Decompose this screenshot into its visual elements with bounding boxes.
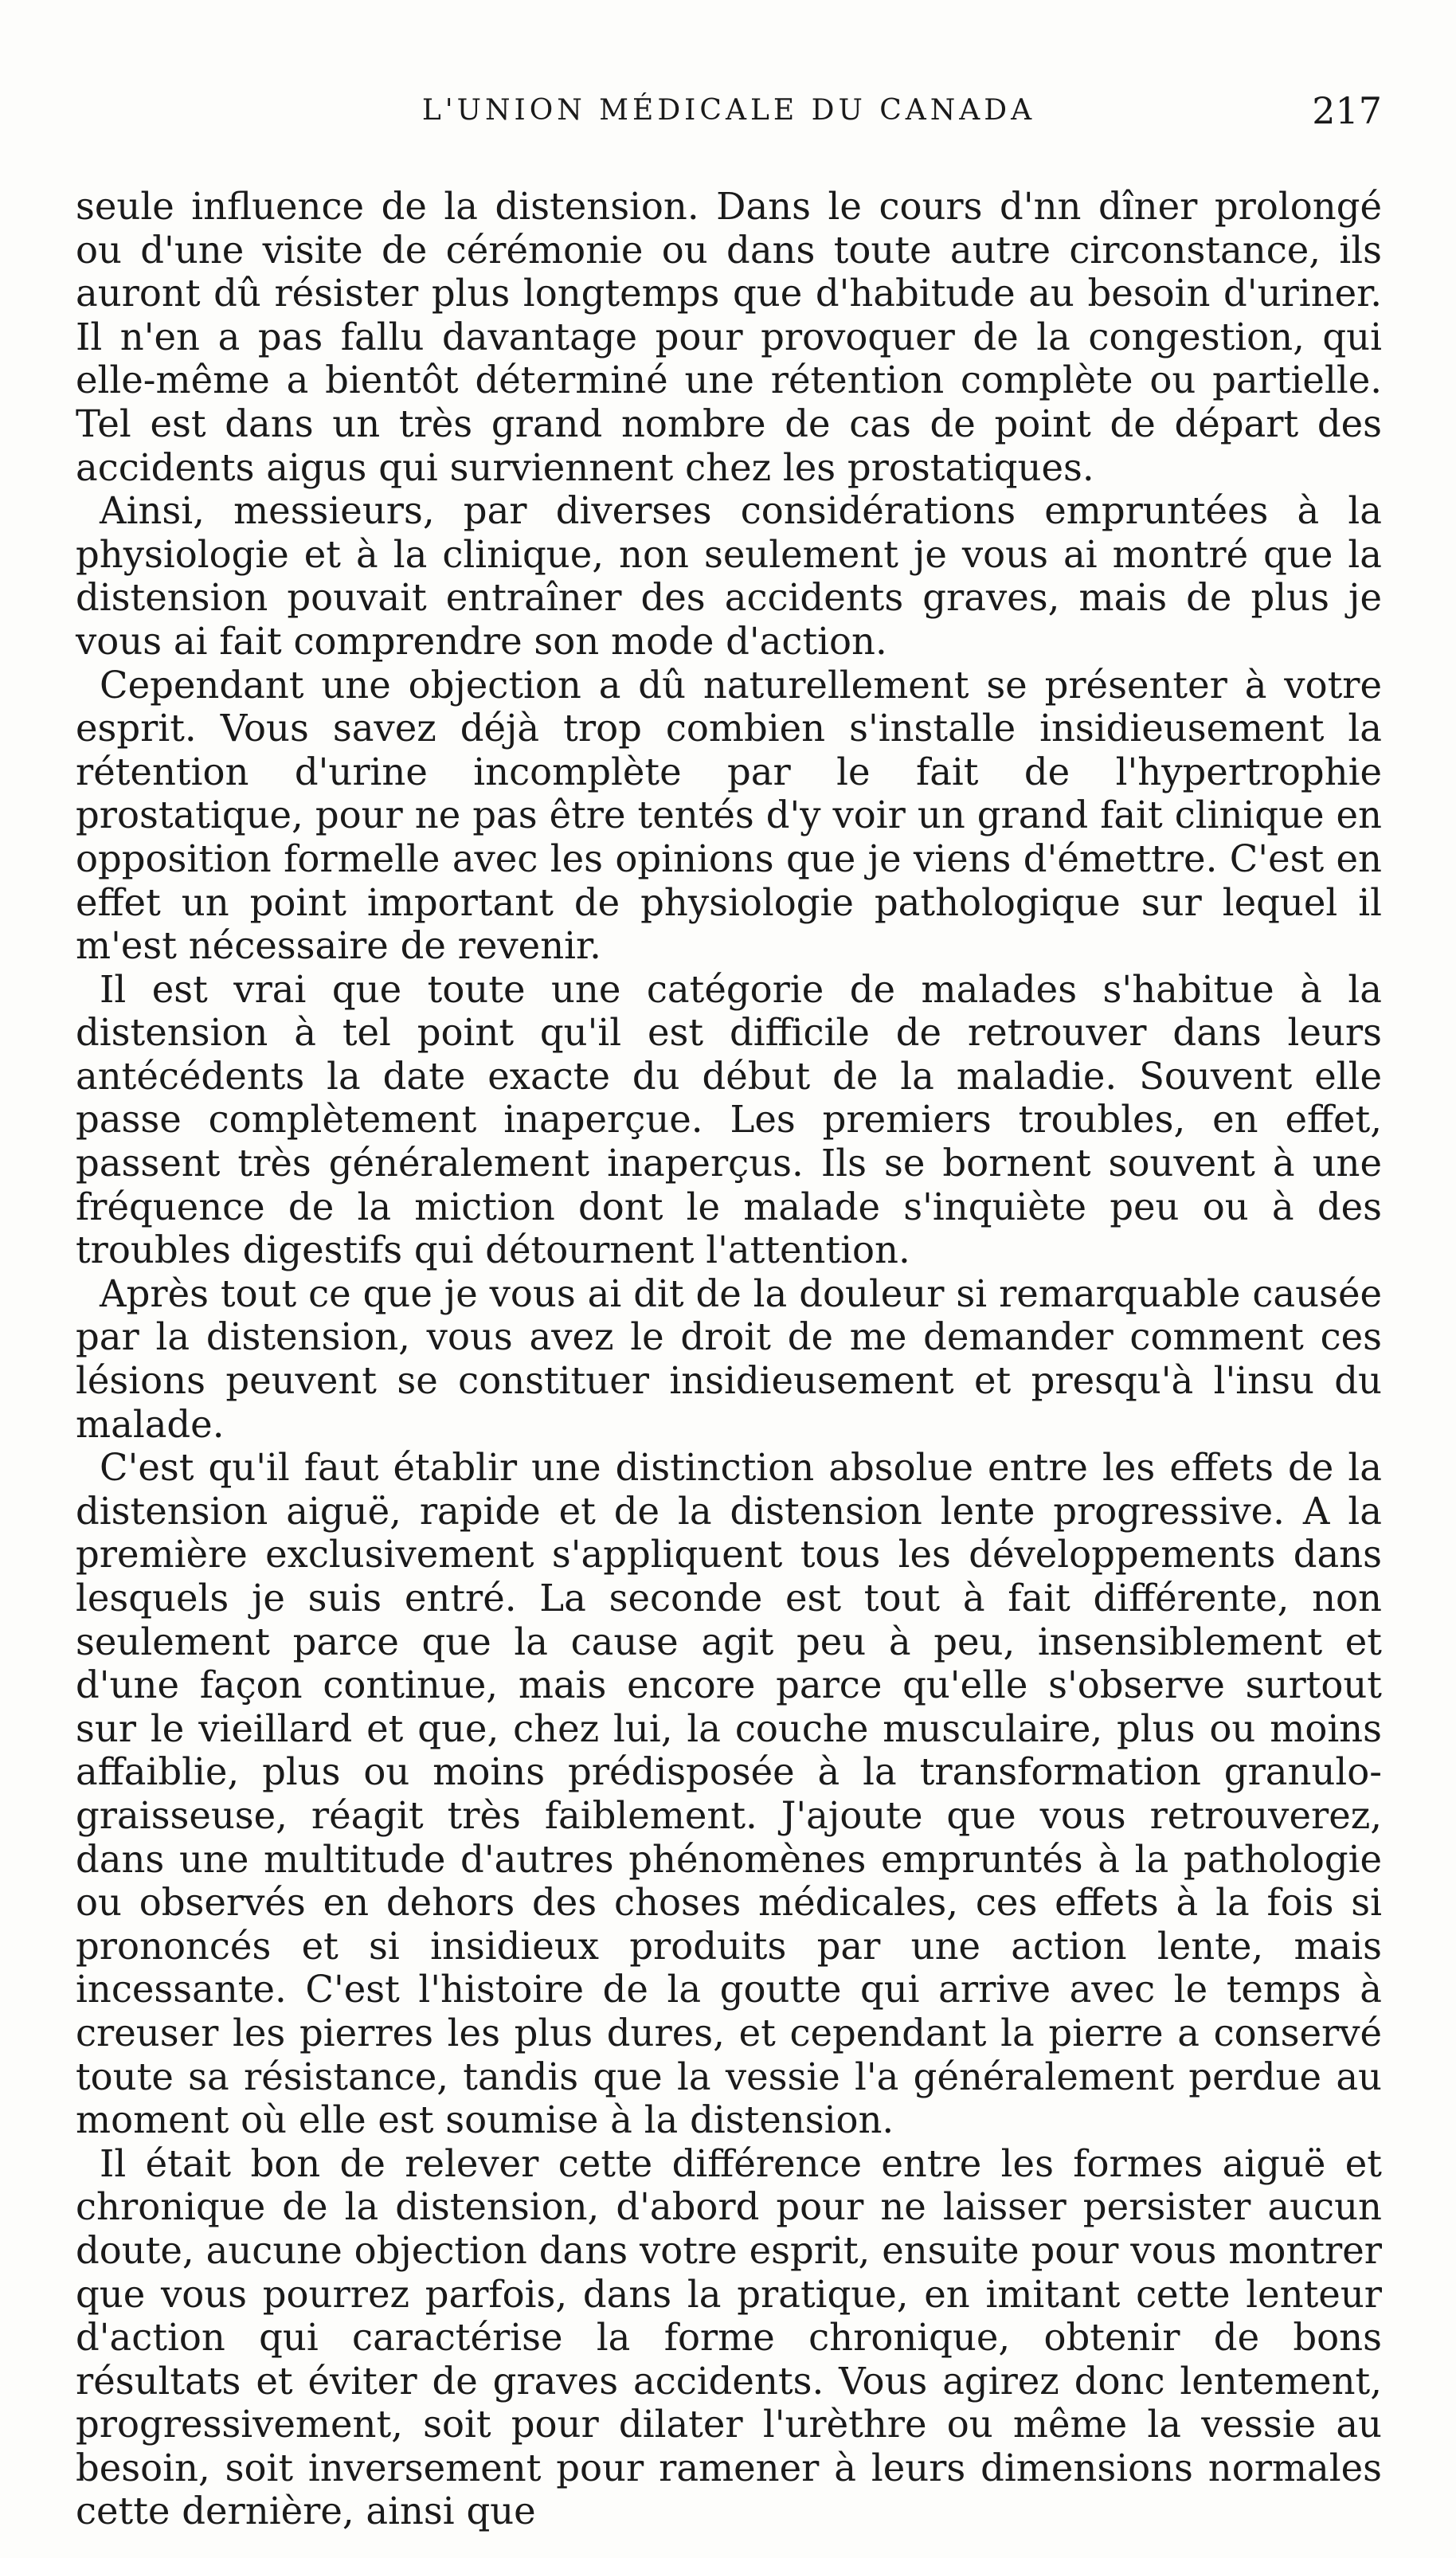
paragraph: Il était bon de relever cette différence entre les formes aiguë et chronique de la distension, d'abord pour ne laisser persister aucun doute, aucune objection dans votre esprit, ensuite pour vous montrer que vous pourrez parfois, dans la pratique, en imitant cette lenteur d'action qui caractérise la forme chronique, obtenir de bons résultats et éviter de graves accidents. Vous agirez donc lentement, progressivement, soit pour dilater l'urèthre ou même la vessie au besoin, soit inversement pour ramener à leurs dimensions normales cette dernière, ainsi que [76, 2141, 1382, 2533]
paragraph-continued: seule influence de la distension. Dans le cours d'nn dîner prolongé ou d'une visite de cérémonie ou dans toute autre circonstance, ils auront dû résister plus longtemps que d'habitude au besoin d'uriner. Il n'en a pas fallu davantage pour provoquer de la congestion, qui elle-même a bientôt déterminé une rétention complète ou partielle. Tel est dans un très grand nombre de cas de point de départ des accidents aigus qui surviennent chez les prostatiques. [76, 185, 1382, 489]
paragraph: Après tout ce que je vous ai dit de la douleur si remarquable causée par la distension, vous avez le droit de me demander comment ces lésions peuvent se constituer insidieusement et presqu'à l'insu du malade. [76, 1271, 1382, 1446]
page-number: 217 [1312, 89, 1382, 132]
article-body [76, 185, 1382, 2533]
paragraph: Cependant une objection a dû naturellement se présenter à votre esprit. Vous savez déjà trop combien s'installe insidieusement la rétention d'urine incomplète par le fait de l'hypertrophie prostatique, pour ne pas être tentés d'y voir un grand fait clinique en opposition formelle avec les opinions que je viens d'émettre. C'est en effet un point important de physiologie pathologique sur lequel il m'est nécessaire de revenir. [76, 663, 1382, 968]
running-header [76, 89, 1382, 145]
paragraph: Il est vrai que toute une catégorie de malades s'habitue à la distension à tel point qu'il est difficile de retrouver dans leurs antécédents la date exacte du début de la maladie. Souvent elle passe complètement inaperçue. Les premiers troubles, en effet, passent très généralement inaperçus. Ils se bornent souvent à une fréquence de la miction dont le malade s'inquiète peu ou à des troubles digestifs qui détournent l'attention. [76, 967, 1382, 1272]
paragraph: Ainsi, messieurs, par diverses considérations empruntées à la physiologie et à la clinique, non seulement je vous ai montré que la distension pouvait entraîner des accidents graves, mais de plus je vous ai fait comprendre son mode d'action. [76, 489, 1382, 663]
journal-title: L'UNION MÉDICALE DU CANADA [421, 94, 1036, 127]
paragraph: C'est qu'il faut établir une distinction absolue entre les effets de la distension aiguë, rapide et de la distension lente progressive. A la première exclusivement s'appliquent tous les développements dans lesquels je suis entré. La seconde est tout à fait différente, non seulement parce que la cause agit peu à peu, insensiblement et d'une façon continue, mais encore parce qu'elle s'observe surtout sur le vieillard et que, chez lui, la couche musculaire, plus ou moins affaiblie, plus ou moins prédisposée à la transformation granulo-graisseuse, réagit très faiblement. J'ajoute que vous retrouverez, dans une multitude d'autres phénomènes empruntés à la pathologie ou observés en dehors des choses médicales, ces effets à la fois si prononcés et si insidieux produits par une action lente, mais incessante. C'est l'histoire de la goutte qui arrive avec le temps à creuser les pierres les plus dures, et cependant la pierre a conservé toute sa résistance, tandis que la vessie l'a généralement perdue au moment où elle est soumise à la distension. [76, 1446, 1382, 2142]
